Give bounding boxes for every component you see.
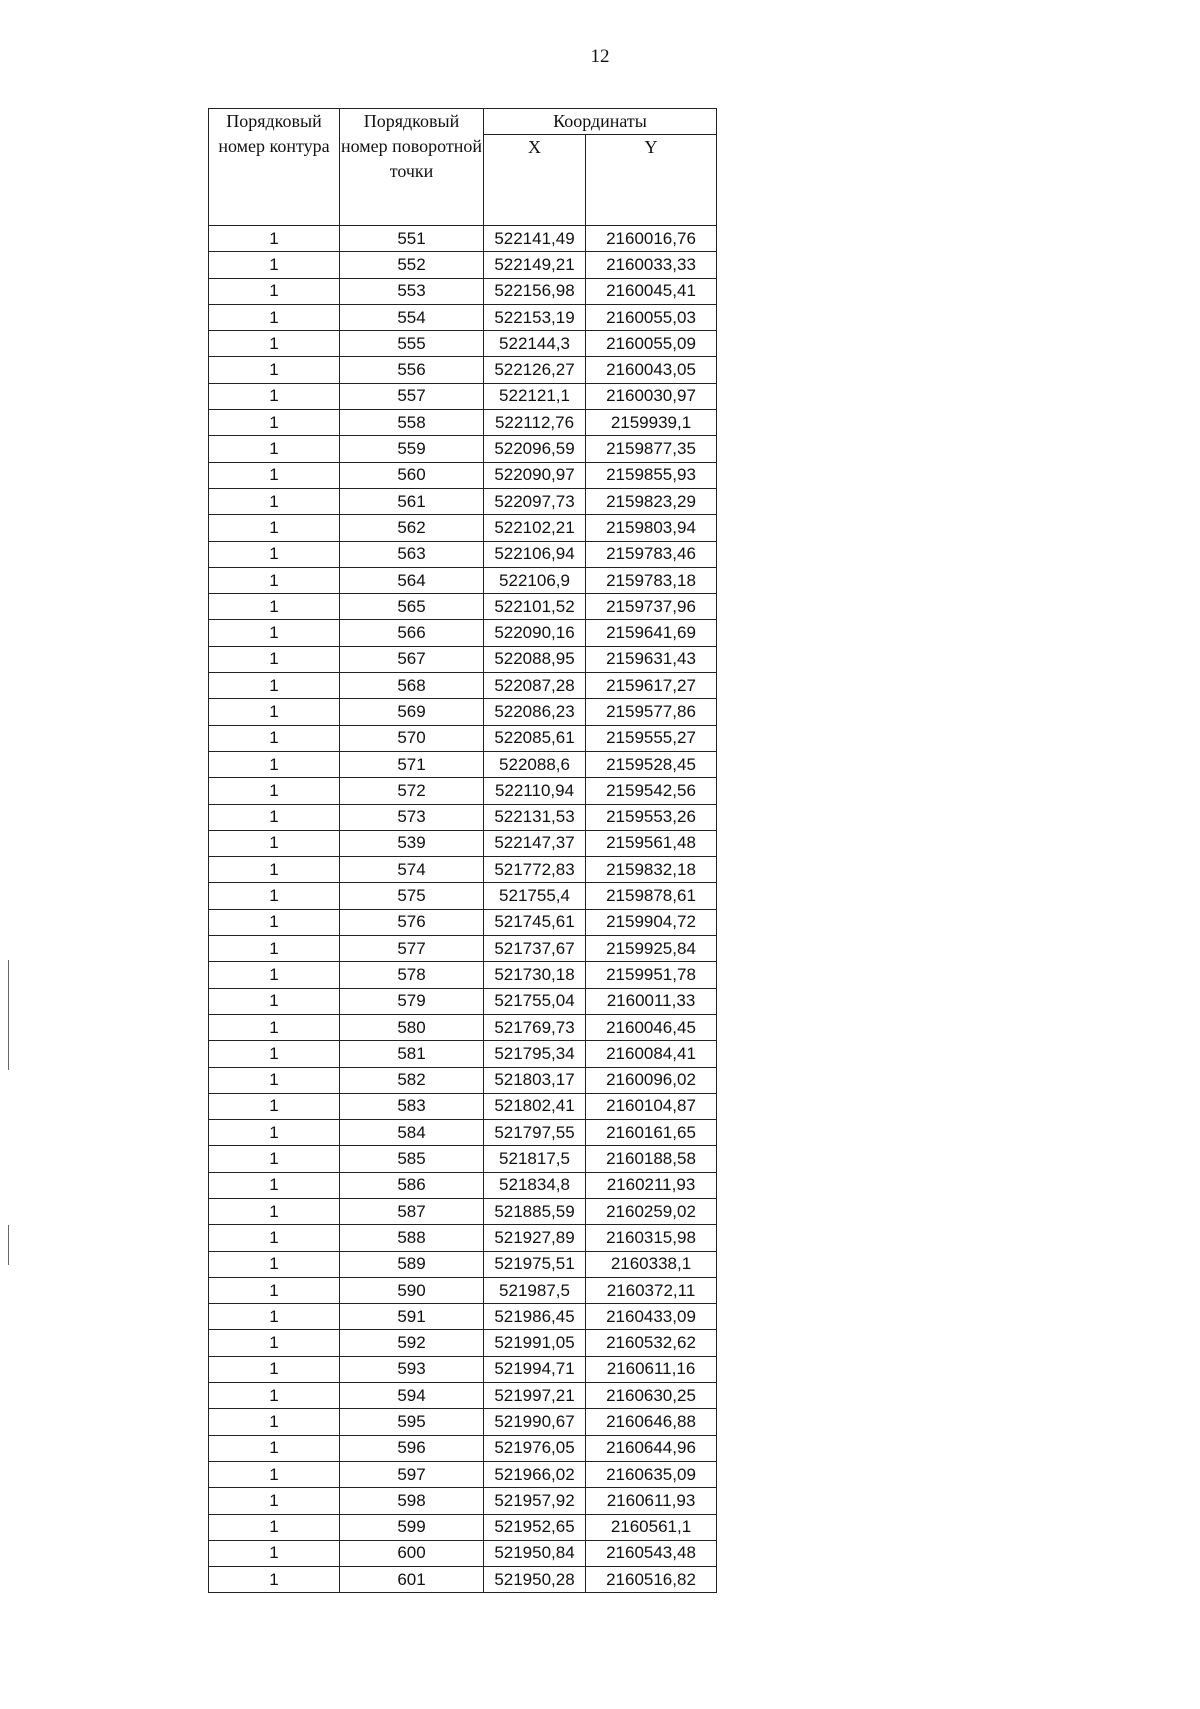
cell-point-number: 600 <box>340 1540 484 1566</box>
cell-y: 2160433,09 <box>586 1304 717 1330</box>
cell-contour-number: 1 <box>209 883 340 909</box>
cell-contour-number: 1 <box>209 1409 340 1435</box>
cell-point-number: 539 <box>340 830 484 856</box>
cell-y: 2159783,46 <box>586 541 717 567</box>
table-row <box>209 515 717 541</box>
table-row <box>209 1540 717 1566</box>
cell-x: 521994,71 <box>484 1356 586 1382</box>
cell-y: 2160188,58 <box>586 1146 717 1172</box>
cell-point-number: 593 <box>340 1356 484 1382</box>
cell-point-number: 569 <box>340 699 484 725</box>
cell-y: 2159855,93 <box>586 462 717 488</box>
cell-point-number: 561 <box>340 488 484 514</box>
cell-y: 2160046,45 <box>586 1014 717 1040</box>
table-row <box>209 331 717 357</box>
cell-y: 2159553,26 <box>586 804 717 830</box>
cell-y: 2160030,97 <box>586 383 717 409</box>
cell-point-number: 575 <box>340 883 484 909</box>
cell-contour-number: 1 <box>209 410 340 436</box>
table-row <box>209 226 717 252</box>
cell-x: 521991,05 <box>484 1330 586 1356</box>
cell-y: 2160516,82 <box>586 1567 717 1593</box>
cell-point-number: 581 <box>340 1041 484 1067</box>
cell-contour-number: 1 <box>209 988 340 1014</box>
cell-contour-number: 1 <box>209 1198 340 1224</box>
cell-contour-number: 1 <box>209 278 340 304</box>
cell-point-number: 591 <box>340 1304 484 1330</box>
cell-x: 522126,27 <box>484 357 586 383</box>
cell-point-number: 582 <box>340 1067 484 1093</box>
table-row <box>209 646 717 672</box>
table-row <box>209 1356 717 1382</box>
cell-x: 522096,59 <box>484 436 586 462</box>
table-row <box>209 488 717 514</box>
cell-y: 2160532,62 <box>586 1330 717 1356</box>
table-row <box>209 1383 717 1409</box>
cell-x: 522106,9 <box>484 567 586 593</box>
cell-y: 2159925,84 <box>586 936 717 962</box>
cell-contour-number: 1 <box>209 1067 340 1093</box>
cell-contour-number: 1 <box>209 1330 340 1356</box>
cell-y: 2160104,87 <box>586 1093 717 1119</box>
cell-contour-number: 1 <box>209 1120 340 1146</box>
cell-x: 522088,6 <box>484 751 586 777</box>
cell-y: 2160561,1 <box>586 1514 717 1540</box>
cell-contour-number: 1 <box>209 1488 340 1514</box>
cell-y: 2159617,27 <box>586 673 717 699</box>
cell-x: 521834,8 <box>484 1172 586 1198</box>
cell-point-number: 564 <box>340 567 484 593</box>
cell-contour-number: 1 <box>209 515 340 541</box>
cell-contour-number: 1 <box>209 226 340 252</box>
cell-x: 522090,16 <box>484 620 586 646</box>
cell-x: 522147,37 <box>484 830 586 856</box>
cell-y: 2159577,86 <box>586 699 717 725</box>
cell-y: 2159951,78 <box>586 962 717 988</box>
cell-point-number: 579 <box>340 988 484 1014</box>
cell-contour-number: 1 <box>209 436 340 462</box>
cell-contour-number: 1 <box>209 1041 340 1067</box>
cell-contour-number: 1 <box>209 1277 340 1303</box>
table-row <box>209 1225 717 1251</box>
cell-x: 521745,61 <box>484 909 586 935</box>
table-row <box>209 567 717 593</box>
cell-x: 521772,83 <box>484 857 586 883</box>
cell-x: 521975,51 <box>484 1251 586 1277</box>
table-row <box>209 1067 717 1093</box>
table-row <box>209 1093 717 1119</box>
cell-x: 521950,28 <box>484 1567 586 1593</box>
scan-edge-mark <box>8 960 9 1070</box>
cell-point-number: 568 <box>340 673 484 699</box>
cell-x: 522101,52 <box>484 594 586 620</box>
cell-y: 2160055,03 <box>586 304 717 330</box>
cell-contour-number: 1 <box>209 620 340 646</box>
header-coordinates: Координаты <box>484 109 717 135</box>
table-row <box>209 357 717 383</box>
cell-point-number: 596 <box>340 1435 484 1461</box>
table-row <box>209 673 717 699</box>
cell-x: 522102,21 <box>484 515 586 541</box>
cell-x: 521990,67 <box>484 1409 586 1435</box>
table-row <box>209 383 717 409</box>
cell-contour-number: 1 <box>209 1225 340 1251</box>
cell-contour-number: 1 <box>209 304 340 330</box>
cell-point-number: 589 <box>340 1251 484 1277</box>
cell-contour-number: 1 <box>209 383 340 409</box>
cell-point-number: 563 <box>340 541 484 567</box>
cell-y: 2160045,41 <box>586 278 717 304</box>
cell-y: 2159542,56 <box>586 778 717 804</box>
cell-y: 2159939,1 <box>586 410 717 436</box>
cell-contour-number: 1 <box>209 1146 340 1172</box>
cell-contour-number: 1 <box>209 1093 340 1119</box>
cell-contour-number: 1 <box>209 646 340 672</box>
cell-y: 2160016,76 <box>586 226 717 252</box>
cell-y: 2160646,88 <box>586 1409 717 1435</box>
cell-x: 521755,04 <box>484 988 586 1014</box>
table-row <box>209 725 717 751</box>
table-row <box>209 936 717 962</box>
cell-point-number: 565 <box>340 594 484 620</box>
cell-point-number: 594 <box>340 1383 484 1409</box>
table-row <box>209 620 717 646</box>
cell-y: 2159561,48 <box>586 830 717 856</box>
cell-contour-number: 1 <box>209 778 340 804</box>
cell-contour-number: 1 <box>209 488 340 514</box>
table-body <box>209 226 717 1593</box>
cell-x: 522110,94 <box>484 778 586 804</box>
cell-x: 522088,95 <box>484 646 586 672</box>
cell-y: 2159641,69 <box>586 620 717 646</box>
cell-contour-number: 1 <box>209 673 340 699</box>
cell-y: 2160611,93 <box>586 1488 717 1514</box>
table-row <box>209 594 717 620</box>
cell-contour-number: 1 <box>209 1356 340 1382</box>
cell-contour-number: 1 <box>209 1567 340 1593</box>
table-row <box>209 778 717 804</box>
cell-contour-number: 1 <box>209 936 340 962</box>
cell-x: 522106,94 <box>484 541 586 567</box>
table-row <box>209 1251 717 1277</box>
coordinates-table <box>208 108 717 1593</box>
cell-x: 521957,92 <box>484 1488 586 1514</box>
cell-y: 2160211,93 <box>586 1172 717 1198</box>
cell-x: 521927,89 <box>484 1225 586 1251</box>
table-row <box>209 1172 717 1198</box>
cell-y: 2159631,43 <box>586 646 717 672</box>
cell-x: 521976,05 <box>484 1435 586 1461</box>
cell-x: 521952,65 <box>484 1514 586 1540</box>
cell-y: 2159528,45 <box>586 751 717 777</box>
cell-point-number: 599 <box>340 1514 484 1540</box>
cell-contour-number: 1 <box>209 962 340 988</box>
table-row <box>209 1304 717 1330</box>
cell-contour-number: 1 <box>209 1435 340 1461</box>
cell-contour-number: 1 <box>209 804 340 830</box>
cell-point-number: 595 <box>340 1409 484 1435</box>
table-row <box>209 278 717 304</box>
table-row <box>209 1461 717 1487</box>
cell-point-number: 590 <box>340 1277 484 1303</box>
cell-point-number: 556 <box>340 357 484 383</box>
table-row <box>209 410 717 436</box>
table-row <box>209 1435 717 1461</box>
cell-y: 2160055,09 <box>586 331 717 357</box>
cell-x: 522144,3 <box>484 331 586 357</box>
cell-point-number: 562 <box>340 515 484 541</box>
table-row <box>209 962 717 988</box>
cell-y: 2160543,48 <box>586 1540 717 1566</box>
cell-y: 2160644,96 <box>586 1435 717 1461</box>
table-row <box>209 909 717 935</box>
cell-y: 2160338,1 <box>586 1251 717 1277</box>
header-x: X <box>484 135 586 226</box>
cell-point-number: 583 <box>340 1093 484 1119</box>
cell-point-number: 601 <box>340 1567 484 1593</box>
cell-x: 522156,98 <box>484 278 586 304</box>
cell-y: 2159783,18 <box>586 567 717 593</box>
cell-contour-number: 1 <box>209 909 340 935</box>
table-row <box>209 1409 717 1435</box>
cell-x: 522121,1 <box>484 383 586 409</box>
header-row <box>209 109 717 135</box>
cell-y: 2159878,61 <box>586 883 717 909</box>
cell-y: 2160096,02 <box>586 1067 717 1093</box>
cell-contour-number: 1 <box>209 567 340 593</box>
coordinates-sheet <box>208 108 717 1593</box>
cell-x: 521769,73 <box>484 1014 586 1040</box>
cell-x: 522086,23 <box>484 699 586 725</box>
table-row <box>209 804 717 830</box>
cell-y: 2160259,02 <box>586 1198 717 1224</box>
cell-point-number: 572 <box>340 778 484 804</box>
cell-point-number: 597 <box>340 1461 484 1487</box>
cell-point-number: 576 <box>340 909 484 935</box>
cell-y: 2159737,96 <box>586 594 717 620</box>
cell-y: 2160315,98 <box>586 1225 717 1251</box>
cell-point-number: 560 <box>340 462 484 488</box>
cell-contour-number: 1 <box>209 541 340 567</box>
header-y: Y <box>586 135 717 226</box>
cell-x: 522090,97 <box>484 462 586 488</box>
cell-y: 2159823,29 <box>586 488 717 514</box>
cell-point-number: 552 <box>340 252 484 278</box>
cell-x: 521803,17 <box>484 1067 586 1093</box>
cell-y: 2159803,94 <box>586 515 717 541</box>
cell-x: 521797,55 <box>484 1120 586 1146</box>
cell-contour-number: 1 <box>209 331 340 357</box>
cell-point-number: 574 <box>340 857 484 883</box>
cell-x: 521986,45 <box>484 1304 586 1330</box>
cell-point-number: 567 <box>340 646 484 672</box>
cell-point-number: 566 <box>340 620 484 646</box>
cell-point-number: 578 <box>340 962 484 988</box>
cell-y: 2160630,25 <box>586 1383 717 1409</box>
table-row <box>209 1567 717 1593</box>
table-row <box>209 699 717 725</box>
cell-x: 521795,34 <box>484 1041 586 1067</box>
cell-x: 521755,4 <box>484 883 586 909</box>
table-row <box>209 462 717 488</box>
cell-y: 2160033,33 <box>586 252 717 278</box>
cell-contour-number: 1 <box>209 857 340 883</box>
cell-y: 2160084,41 <box>586 1041 717 1067</box>
header-point-number: Порядковый номер поворотной точки <box>340 109 484 226</box>
cell-x: 522087,28 <box>484 673 586 699</box>
table-row <box>209 1041 717 1067</box>
cell-x: 521987,5 <box>484 1277 586 1303</box>
cell-point-number: 557 <box>340 383 484 409</box>
cell-contour-number: 1 <box>209 830 340 856</box>
cell-point-number: 580 <box>340 1014 484 1040</box>
cell-x: 522131,53 <box>484 804 586 830</box>
table-row <box>209 1014 717 1040</box>
cell-point-number: 577 <box>340 936 484 962</box>
table-row <box>209 1330 717 1356</box>
cell-x: 522085,61 <box>484 725 586 751</box>
cell-x: 521817,5 <box>484 1146 586 1172</box>
cell-contour-number: 1 <box>209 1461 340 1487</box>
cell-y: 2159555,27 <box>586 725 717 751</box>
table-row <box>209 541 717 567</box>
cell-contour-number: 1 <box>209 751 340 777</box>
table-row <box>209 1277 717 1303</box>
cell-point-number: 553 <box>340 278 484 304</box>
cell-point-number: 555 <box>340 331 484 357</box>
cell-y: 2159832,18 <box>586 857 717 883</box>
cell-point-number: 587 <box>340 1198 484 1224</box>
cell-point-number: 571 <box>340 751 484 777</box>
table-row <box>209 751 717 777</box>
cell-contour-number: 1 <box>209 725 340 751</box>
scan-edge-mark <box>8 1225 9 1265</box>
table-row <box>209 883 717 909</box>
table-row <box>209 1514 717 1540</box>
cell-x: 521730,18 <box>484 962 586 988</box>
cell-contour-number: 1 <box>209 1514 340 1540</box>
cell-y: 2160011,33 <box>586 988 717 1014</box>
cell-point-number: 573 <box>340 804 484 830</box>
cell-x: 521802,41 <box>484 1093 586 1119</box>
cell-contour-number: 1 <box>209 1172 340 1198</box>
table-row <box>209 252 717 278</box>
table-row <box>209 436 717 462</box>
cell-point-number: 598 <box>340 1488 484 1514</box>
page-number: 12 <box>590 46 610 67</box>
cell-y: 2160043,05 <box>586 357 717 383</box>
cell-y: 2160372,11 <box>586 1277 717 1303</box>
cell-contour-number: 1 <box>209 1304 340 1330</box>
cell-contour-number: 1 <box>209 699 340 725</box>
cell-contour-number: 1 <box>209 357 340 383</box>
cell-x: 521966,02 <box>484 1461 586 1487</box>
cell-y: 2160611,16 <box>586 1356 717 1382</box>
cell-point-number: 586 <box>340 1172 484 1198</box>
table-row <box>209 988 717 1014</box>
cell-x: 521885,59 <box>484 1198 586 1224</box>
cell-x: 522141,49 <box>484 226 586 252</box>
cell-contour-number: 1 <box>209 1014 340 1040</box>
cell-x: 522149,21 <box>484 252 586 278</box>
table-row <box>209 304 717 330</box>
cell-y: 2159904,72 <box>586 909 717 935</box>
table-row <box>209 857 717 883</box>
cell-contour-number: 1 <box>209 1383 340 1409</box>
cell-x: 522097,73 <box>484 488 586 514</box>
cell-x: 521997,21 <box>484 1383 586 1409</box>
table-row <box>209 1120 717 1146</box>
cell-contour-number: 1 <box>209 594 340 620</box>
cell-x: 522153,19 <box>484 304 586 330</box>
table-row <box>209 1146 717 1172</box>
cell-point-number: 585 <box>340 1146 484 1172</box>
cell-x: 522112,76 <box>484 410 586 436</box>
header-contour-number: Порядковый номер контура <box>209 109 340 226</box>
cell-x: 521950,84 <box>484 1540 586 1566</box>
cell-point-number: 551 <box>340 226 484 252</box>
cell-contour-number: 1 <box>209 462 340 488</box>
cell-point-number: 570 <box>340 725 484 751</box>
cell-point-number: 584 <box>340 1120 484 1146</box>
cell-point-number: 592 <box>340 1330 484 1356</box>
cell-contour-number: 1 <box>209 252 340 278</box>
cell-y: 2160635,09 <box>586 1461 717 1487</box>
cell-y: 2159877,35 <box>586 436 717 462</box>
cell-contour-number: 1 <box>209 1540 340 1566</box>
cell-y: 2160161,65 <box>586 1120 717 1146</box>
cell-contour-number: 1 <box>209 1251 340 1277</box>
table-row <box>209 830 717 856</box>
cell-x: 521737,67 <box>484 936 586 962</box>
cell-point-number: 588 <box>340 1225 484 1251</box>
table-row <box>209 1488 717 1514</box>
table-row <box>209 1198 717 1224</box>
cell-point-number: 559 <box>340 436 484 462</box>
cell-point-number: 558 <box>340 410 484 436</box>
cell-point-number: 554 <box>340 304 484 330</box>
